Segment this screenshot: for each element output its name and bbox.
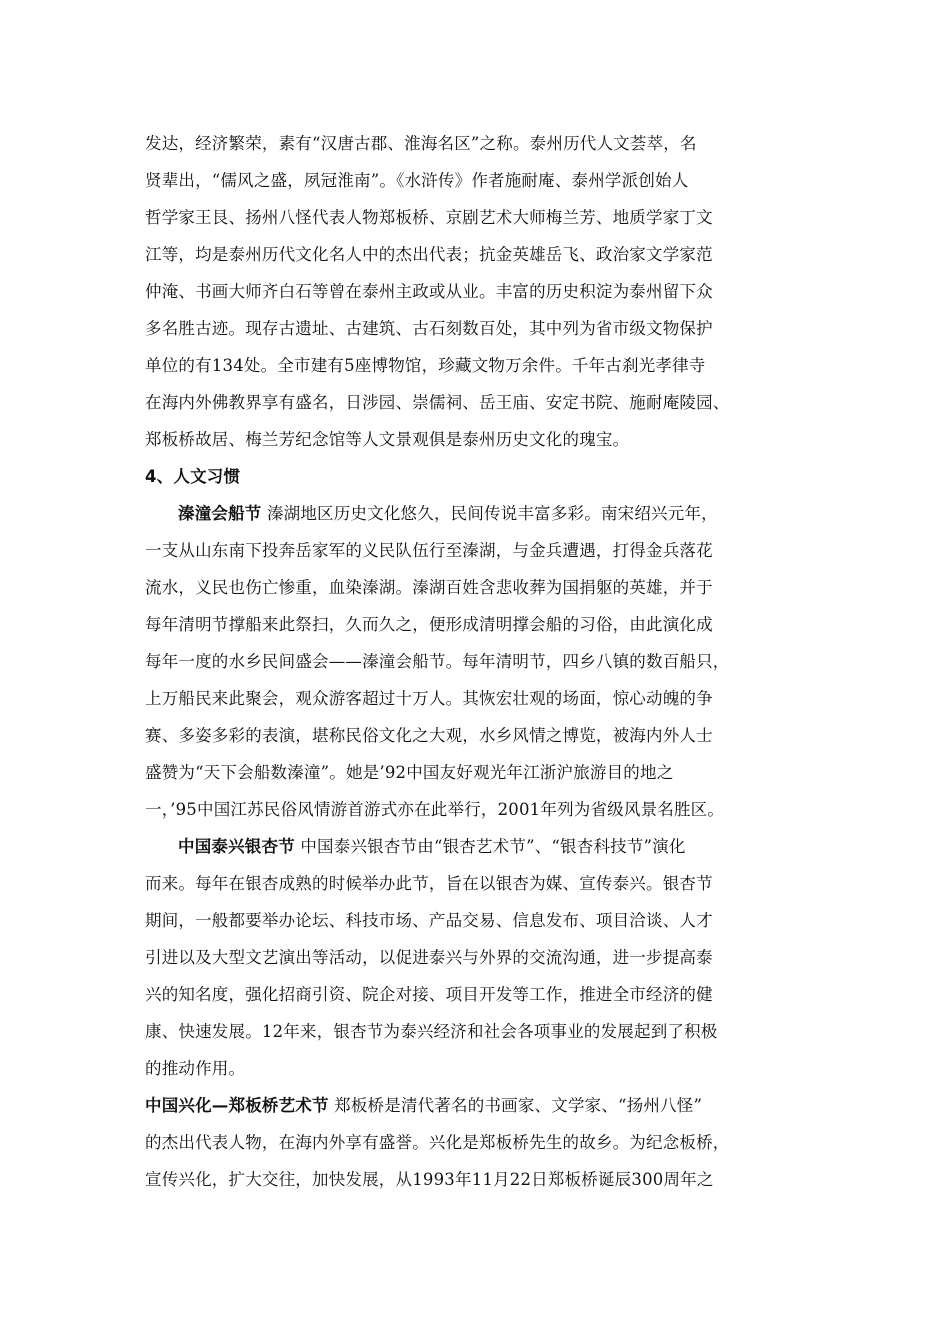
festival-title: 中国兴化—郑板桥艺术节 bbox=[145, 1096, 329, 1115]
paragraph-first-line bbox=[145, 495, 825, 532]
text-line: 上万船民来此聚会，观众游客超过十万人。其恢宏壮观的场面，惊心动魄的争 bbox=[145, 689, 713, 708]
paragraph-first-line bbox=[145, 1087, 825, 1124]
festival-title: 溱潼会船节 bbox=[178, 504, 262, 523]
text-line: 每年清明节撑船来此祭扫，久而久之，便形成清明撑会船的习俗，由此演化成 bbox=[145, 615, 713, 634]
paragraph-taixing-ginkgo-festival bbox=[145, 828, 825, 1087]
festival-title: 中国泰兴银杏节 bbox=[178, 837, 295, 856]
text-line: 郑板桥故居、梅兰芳纪念馆等人文景观俱是泰州历史文化的瑰宝。 bbox=[145, 430, 630, 449]
text-line: 赛、多姿多彩的表演，堪称民俗文化之大观，水乡风情之博览，被海内外人士 bbox=[145, 726, 713, 745]
text-line: 江等，均是泰州历代文化名人中的杰出代表；抗金英雄岳飞、政治家文学家范 bbox=[145, 245, 713, 264]
paragraph-taizhou-culture bbox=[145, 125, 825, 458]
text-line: 康、快速发展。12年来，银杏节为泰兴经济和社会各项事业的发展起到了积极 bbox=[145, 1022, 718, 1041]
text-line: 引进以及大型文艺演出等活动，以促进泰兴与外界的交流沟通，进一步提高泰 bbox=[145, 948, 713, 967]
text-line: 的杰出代表人物，在海内外享有盛誉。兴化是郑板桥先生的故乡。为纪念板桥， bbox=[145, 1133, 730, 1152]
text-line: 一支从山东南下投奔岳家军的义民队伍行至溱湖，与金兵遭遇，打得金兵落花 bbox=[145, 541, 713, 560]
text-line: 盛赞为“天下会船数溱潼”。她是’92中国友好观光年江浙沪旅游目的地之 bbox=[145, 763, 674, 782]
text-line: 多名胜古迹。现存古遗址、古建筑、古石刻数百处，其中列为省市级文物保护 bbox=[145, 319, 713, 338]
text-run: 郑板桥是清代著名的书画家、文学家、“扬州八怪” bbox=[328, 1096, 703, 1115]
paragraph-xinghua-zhengbanqiao-festival bbox=[145, 1087, 825, 1198]
text-line: 每年一度的水乡民间盛会——溱潼会船节。每年清明节，四乡八镇的数百船只， bbox=[145, 652, 730, 671]
paragraph-first-line bbox=[145, 828, 825, 865]
text-line: 哲学家王艮、扬州八怪代表人物郑板桥、京剧艺术大师梅兰芳、地质学家丁文 bbox=[145, 208, 713, 227]
section-heading: 4、人文习惯 bbox=[145, 467, 241, 486]
text-line: 流水，义民也伤亡惨重，血染溱湖。溱湖百姓含悲收葬为国捐躯的英雄，并于 bbox=[145, 578, 713, 597]
text-line: 期间，一般都要举办论坛、科技市场、产品交易、信息发布、项目洽谈、人才 bbox=[145, 911, 713, 930]
text-line: 单位的有134处。全市建有5座博物馆，珍藏文物万余件。千年古刹光孝律寺 bbox=[145, 356, 706, 375]
paragraph-qintong-boat-festival bbox=[145, 495, 825, 828]
text-line: 一，’95中国江苏民俗风情游首游式亦在此举行，2001年列为省级风景名胜区。 bbox=[145, 800, 725, 819]
text-line: 兴的知名度，强化招商引资、院企对接、项目开发等工作，推进全市经济的健 bbox=[145, 985, 713, 1004]
text-line: 发达，经济繁荣，素有“汉唐古郡、淮海名区”之称。泰州历代人文荟萃，名 bbox=[145, 134, 697, 153]
text-line: 在海内外佛教界享有盛名，日涉园、崇儒祠、岳王庙、安定书院、施耐庵陵园、 bbox=[145, 393, 730, 412]
document-page bbox=[145, 125, 825, 1198]
text-line: 的推动作用。 bbox=[145, 1059, 246, 1078]
text-line: 宣传兴化，扩大交往，加快发展，从1993年11月22日郑板桥诞辰300周年之 bbox=[145, 1170, 714, 1189]
text-line: 而来。每年在银杏成熟的时候举办此节，旨在以银杏为媒、宣传泰兴。银杏节 bbox=[145, 874, 713, 893]
text-line: 贤辈出，“儒风之盛，夙冠淮南”。《水浒传》作者施耐庵、泰州学派创始人 bbox=[145, 171, 689, 190]
text-run: 中国泰兴银杏节由“银杏艺术节”、“银杏科技节”演化 bbox=[294, 837, 686, 856]
text-run: 溱湖地区历史文化悠久，民间传说丰富多彩。南宋绍兴元年， bbox=[261, 504, 718, 523]
text-line: 仲淹、书画大师齐白石等曾在泰州主政或从业。丰富的历史积淀为泰州留下众 bbox=[145, 282, 713, 301]
